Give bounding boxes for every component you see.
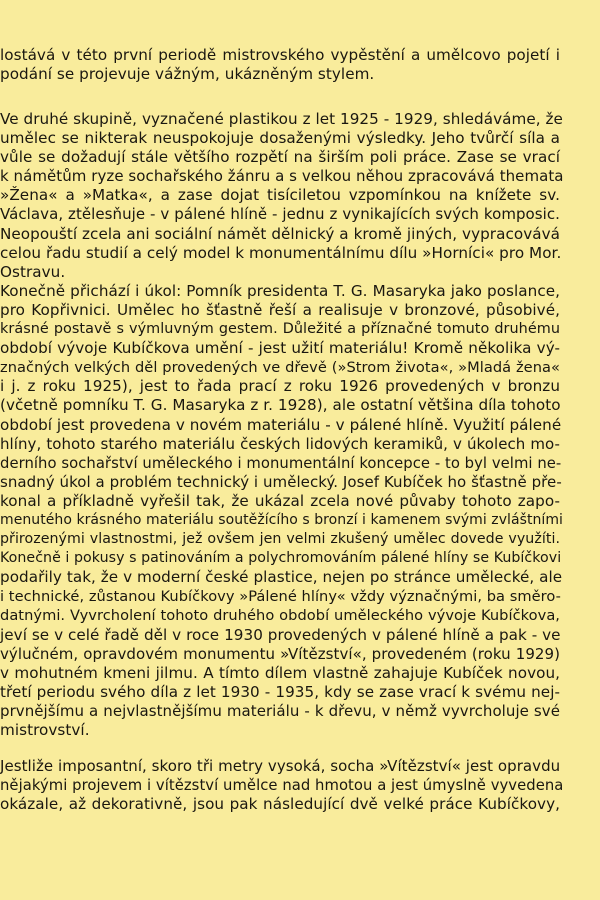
text-line: přirozenými vlastnostmi, jež ovšem jen velmi zkušený umělec dovede využíti.	[0, 531, 560, 548]
text-line: menutého krásného materiálu soutěžícího s bronzí i kamenem svými zvláštními	[0, 511, 563, 528]
text-line: umělec se nikterak neuspokojuje dosaženými výsledky. Jeho tvůrčí síla a	[0, 129, 560, 148]
text-line: derního sochařství uměleckého i monumentální koncepce - to byl velmi ne-	[0, 454, 562, 472]
text-line: i technické, zůstanou Kubíčkovy »Pálené hlíny« vždy význačnými, ba směro-	[0, 588, 561, 606]
text-line: datnými. Vyvrcholení tohoto druhého období uměleckého vývoje Kubíčkova,	[0, 607, 560, 625]
text-line: značných velkých děl provedených ve dřevě (»Strom života«, »Mladá žena«	[0, 359, 560, 377]
text-line: výlučném, opravdovém monumentu »Vítězství«, provedeném (roku 1929)	[0, 644, 560, 663]
text-line: »Žena« a »Matka«, a zase dojat tisíciletou vzpomínkou na knížete sv.	[0, 186, 560, 205]
text-line: období jest provedena v novém materiálu - v pálené hlíně. Využití pálené	[0, 415, 562, 434]
text-line: Ve druhé skupině, vyznačené plastikou z let 1925 - 1929, shledáváme, že	[0, 110, 563, 128]
text-line: vůle se dožadují stále většího rozpětí na širším poli práce. Zase se vrací	[0, 148, 560, 167]
text-line: podařily tak, že v moderní české plastice, nejen po stránce umělecké, ale	[0, 568, 563, 587]
text-line: pro Kopřivnici. Umělec ho šťastně řeší a realisuje v bronzové, působivé,	[0, 300, 560, 319]
text-line: Konečně přichází i úkol: Pomník presidenta T. G. Masaryka jako poslance,	[0, 281, 560, 300]
paragraph-2	[0, 110, 600, 740]
text-line: okázale, až dekorativně, jsou pak následující dvě velké práce Kubíčkovy,	[0, 795, 560, 814]
text-line: jeví se v celé řadě děl v roce 1930 provedených v pálené hlíně a pak - ve	[0, 625, 561, 644]
paragraph-3	[0, 757, 600, 814]
text-line: hlíny, tohoto starého materiálu českých lidových keramiků, v úkolech mo-	[0, 434, 560, 453]
text-line: konal a příkladně vyřešil tak, že ukázal zcela nové půvaby tohoto zapo-	[0, 491, 560, 510]
text-line: i j. z roku 1925), jest to řada prací z roku 1926 provedených v bronzu	[0, 377, 560, 396]
text-line: celou řadu studií a celý model k monumentálnímu dílu »Horníci« pro Mor.	[0, 243, 562, 262]
text-line: třetí periodu svého díla z let 1930 - 1935, kdy se zase vrací k svému nej-	[0, 682, 560, 701]
text-line: k námětům ryze sochařského žánru a s velkou něhou zpracovává themata	[0, 167, 564, 186]
text-line: podání se projevuje vážným, ukázněným stylem.	[0, 65, 375, 84]
text-line: Neopouští zcela ani sociální námět dělnický a kromě jiných, vypracovává	[0, 224, 560, 243]
text-line: (včetně pomníku T. G. Masaryka z r. 1928), ale ostatní většina díla tohoto	[0, 396, 561, 415]
text-line: nějakými projevem i vítězství umělce nad hmotou a jest úmyslně vyvedena	[0, 777, 564, 795]
text-line: Ostravu.	[0, 262, 66, 281]
text-line: lostává v této první periodě mistrovského vypěstění a umělcovo pojetí i	[0, 46, 560, 64]
text-line: prvnějšímu a nejvlastnějšímu materiálu - k dřevu, v němž vyvrcholuje své	[0, 701, 560, 720]
text-line: Konečně i pokusy s patinováním a polychromováním pálené hlíny se Kubíčkovi	[0, 550, 562, 567]
text-line: Jestliže imposantní, skoro tři metry vysoká, socha »Vítězství« jest opravdu	[0, 757, 561, 775]
paragraph-1	[0, 46, 600, 84]
text-line: snadný úkol a problém technický i umělecký. Josef Kubíček ho šťastně pře-	[0, 472, 562, 491]
text-line: Václava, ztělesňuje - v pálené hlíně - jednu z vynikajících svých komposic.	[0, 205, 560, 224]
text-line: krásné postavě s výmluvným gestem. Důležité a příznačné tomuto druhému	[0, 321, 560, 338]
text-line: mistrovství.	[0, 721, 90, 739]
text-line: období vývoje Kubíčkova umění - jest užití materiálu! Kromě několika vý-	[0, 339, 560, 358]
text-line: v mohutném kmeni jilmu. A tímto dílem vlastně zahajuje Kubíček novou,	[0, 663, 560, 682]
